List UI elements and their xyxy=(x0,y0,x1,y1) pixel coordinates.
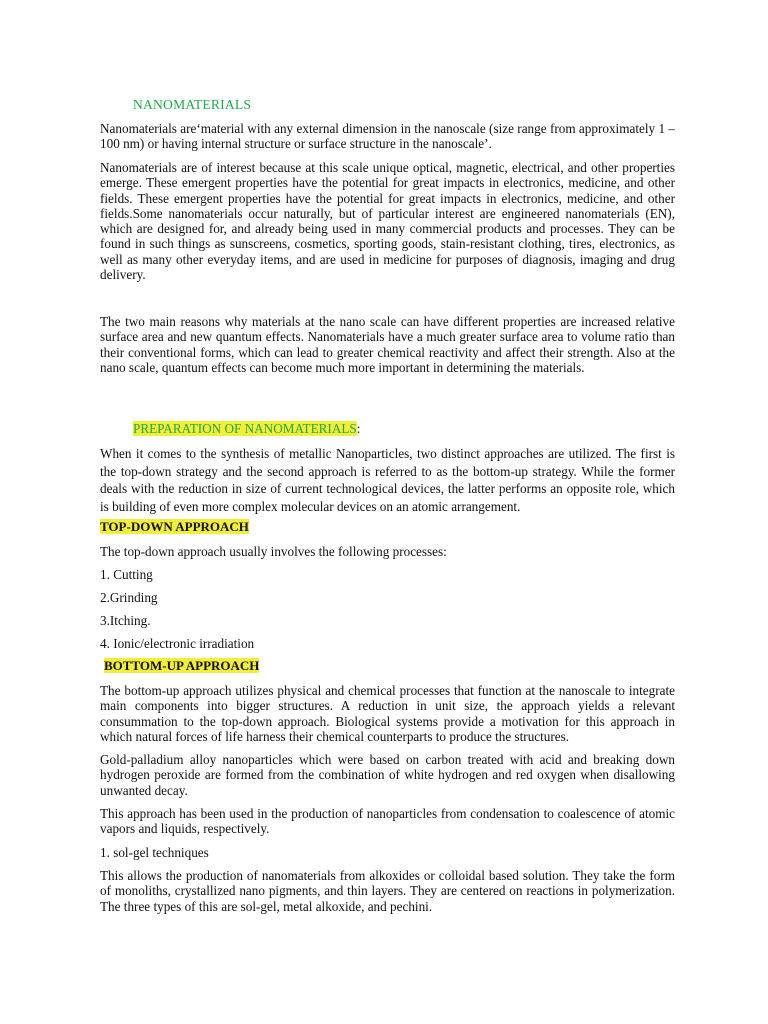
document-title: NANOMATERIALS xyxy=(133,97,252,112)
list-item: 1. Cutting xyxy=(100,567,153,582)
list-item: 1. sol-gel techniques xyxy=(100,845,209,860)
bottom-up-paragraph-2: Gold-palladium alloy nanoparticles which were based on carbon treated with acid and breaking down hydrogen peroxide are formed from the combination of white hydrogen and red oxygen when disallowing unwanted decay. xyxy=(100,752,675,798)
list-item: 4. Ionic/electronic irradiation xyxy=(100,636,255,651)
bottom-up-heading-text: BOTTOM-UP APPROACH xyxy=(104,658,260,673)
reasons-paragraph: The two main reasons why materials at the nano scale can have different properties are increased relative surface area and new quantum effects. Nanomaterials have a much greater surface area to volume ratio than their conventional forms, which can lead to greater chemical reactivity and affect their strength. Also at the nano scale, quantum effects can become much more important in determining the materials. xyxy=(100,314,675,375)
top-down-heading xyxy=(100,519,249,534)
list-item: 3.Itching. xyxy=(100,613,151,628)
top-down-intro: The top-down approach usually involves the following processes: xyxy=(100,544,447,559)
top-down-heading-text: TOP-DOWN APPROACH xyxy=(100,519,249,534)
bottom-up-paragraph-3: This approach has been used in the production of nanoparticles from condensation to coalescence of atomic vapors and liquids, respectively. xyxy=(100,806,675,837)
preparation-intro-paragraph: When it comes to the synthesis of metallic Nanoparticles, two distinct approaches are utilized. The first is the top-down strategy and the second approach is referred to as the bottom-up strategy. While the former deals with the reduction in size of current technological devices, the latter performs an opposite role, which is building of even more complex molecular devices on an atomic arrangement. xyxy=(100,446,675,514)
intro-definition-paragraph: Nanomaterials are‘material with any external dimension in the nanoscale (size range from approximately 1 – 100 nm) or having internal structure or surface structure in the nanoscale’. xyxy=(100,121,675,152)
preparation-heading-colon: : xyxy=(356,421,361,436)
sol-gel-paragraph: This allows the production of nanomaterials from alkoxides or colloidal based solution. They take the form of monoliths, crystallized nano pigments, and thin layers. They are centered on reactions in polymerization. The three types of this are sol-gel, metal alkoxide, and pechini. xyxy=(100,868,675,914)
interest-paragraph: Nanomaterials are of interest because at this scale unique optical, magnetic, electrical, and other properties emerge. These emergent properties have the potential for great impacts in electronics, medicine, and other fields. These emergent properties have the potential for great impacts in electronics, medicine, and other fields.Some nanomaterials occur naturally, but of particular interest are engineered nanomaterials (EN), which are designed for, and already being used in many commercial products and processes. They can be found in such things as sunscreens, cosmetics, sporting goods, stain-resistant clothing, tires, electronics, as well as many other everyday items, and are used in medicine for purposes of diagnosis, imaging and drug delivery. xyxy=(100,160,675,283)
bottom-up-heading xyxy=(104,658,259,673)
preparation-heading-text: PREPARATION OF NANOMATERIALS xyxy=(133,421,357,436)
bottom-up-paragraph-1: The bottom-up approach utilizes physical and chemical processes that function at the nanoscale to integrate main components into bigger structures. A reduction in unit size, the approach yields a relevant consummation to the top-down approach. Biological systems provide a motivation for this approach in which natural forces of life harness their chemical counterparts to produce the structures. xyxy=(100,683,675,744)
preparation-heading xyxy=(133,421,360,436)
list-item: 2.Grinding xyxy=(100,590,158,605)
